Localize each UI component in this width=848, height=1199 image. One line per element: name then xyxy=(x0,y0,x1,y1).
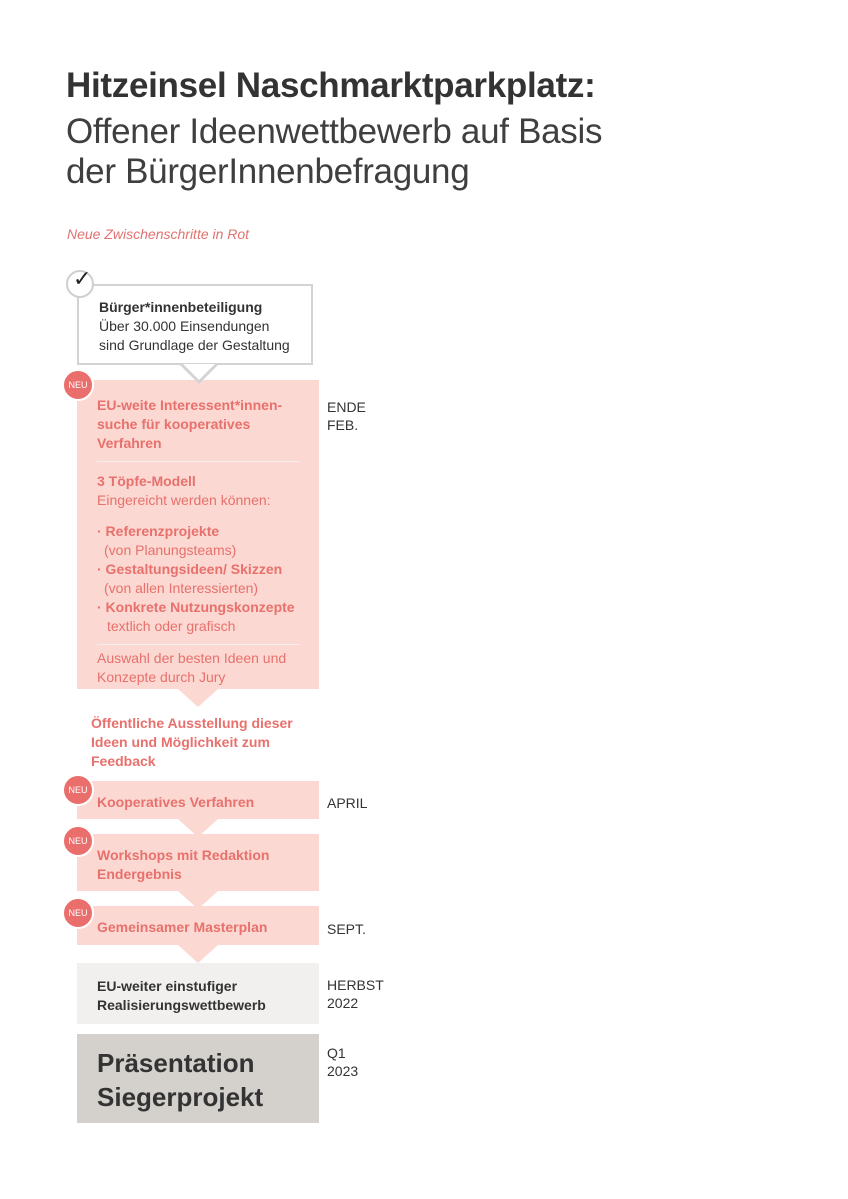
step-line: Workshops mit Redaktion xyxy=(97,847,270,863)
divider xyxy=(97,461,299,462)
checkmark-icon: ✓ xyxy=(66,270,94,298)
step-ausstellung xyxy=(91,714,293,771)
date-ende-feb xyxy=(327,398,366,434)
item-sub: (von Planungsteams) xyxy=(104,542,237,558)
heading-line: Verfahren xyxy=(97,435,162,451)
model-item xyxy=(97,598,299,636)
date-line: FEB. xyxy=(327,417,359,433)
date-q1-2023 xyxy=(327,1044,358,1080)
model-title: 3 Töpfe-Modell xyxy=(97,473,196,489)
step-heading xyxy=(97,396,299,453)
step-line: Endergebnis xyxy=(97,866,182,882)
arrow-notch xyxy=(178,689,218,707)
date-line: ENDE xyxy=(327,399,366,415)
jury-text xyxy=(97,649,299,687)
item-title: · Konkrete Nutzungskonzepte xyxy=(97,599,295,615)
item-sub: textlich oder grafisch xyxy=(107,618,236,634)
item-sub: (von allen Interessierten) xyxy=(104,580,259,596)
step-line: Realisierungswettbewerb xyxy=(97,997,266,1013)
heading-line: suche für kooperatives xyxy=(97,416,251,432)
divider xyxy=(97,644,299,645)
date-sept: SEPT. xyxy=(327,921,366,937)
step-interessentensuche xyxy=(77,380,319,689)
title-line-3: der BürgerInnenbefragung xyxy=(66,152,470,191)
step-buergerbeteiligung xyxy=(77,284,313,365)
arrow-notch-inner xyxy=(183,364,215,380)
step-line: Ideen und Möglichkeit zum xyxy=(91,734,270,750)
page-title: Hitzeinsel Naschmarktparkplatz: xyxy=(66,66,596,105)
item-title: · Referenzprojekte xyxy=(97,523,220,539)
jury-line: Auswahl der besten Ideen und xyxy=(97,650,287,666)
model-item xyxy=(97,522,299,560)
model-item xyxy=(97,560,299,598)
arrow-notch xyxy=(178,945,218,963)
date-line: Q1 xyxy=(327,1045,346,1061)
date-line: 2023 xyxy=(327,1063,359,1079)
neu-badge: NEU xyxy=(62,825,94,857)
legend-note: Neue Zwischenschritte in Rot xyxy=(67,226,250,242)
step-line: Präsentation xyxy=(97,1048,255,1078)
date-line: HERBST xyxy=(327,977,384,993)
step-line: Feedback xyxy=(91,753,156,769)
step-line: EU-weiter einstufiger xyxy=(97,978,238,994)
page-subtitle-heading xyxy=(66,112,602,192)
date-line: 2022 xyxy=(327,995,359,1011)
step-line: Öffentliche Ausstellung dieser xyxy=(91,715,293,731)
neu-badge: NEU xyxy=(62,369,94,401)
step-text-line: Über 30.000 Einsendungen xyxy=(99,318,270,334)
step-masterplan: Gemeinsamer Masterplan xyxy=(77,906,319,945)
step-title: Bürger*innenbeteiligung xyxy=(99,299,263,315)
title-line-2: Offener Ideenwettbewerb auf Basis xyxy=(66,112,603,151)
step-praesentation-siegerprojekt xyxy=(77,1034,319,1123)
step-line: Siegerprojekt xyxy=(97,1082,264,1112)
neu-badge: NEU xyxy=(62,897,94,929)
step-realisierungswettbewerb xyxy=(77,963,319,1024)
heading-line: EU-weite Interessent*innen- xyxy=(97,397,283,413)
date-herbst-2022 xyxy=(327,976,384,1012)
neu-badge: NEU xyxy=(62,774,94,806)
step-text-line: sind Grundlage der Gestaltung xyxy=(99,337,290,353)
date-april: APRIL xyxy=(327,795,368,811)
step-kooperatives-verfahren: Kooperatives Verfahren xyxy=(77,781,319,819)
step-workshops xyxy=(77,834,319,891)
model-subtitle: Eingereicht werden können: xyxy=(97,492,271,508)
item-title: · Gestaltungsideen/ Skizzen xyxy=(97,561,283,577)
jury-line: Konzepte durch Jury xyxy=(97,669,226,685)
